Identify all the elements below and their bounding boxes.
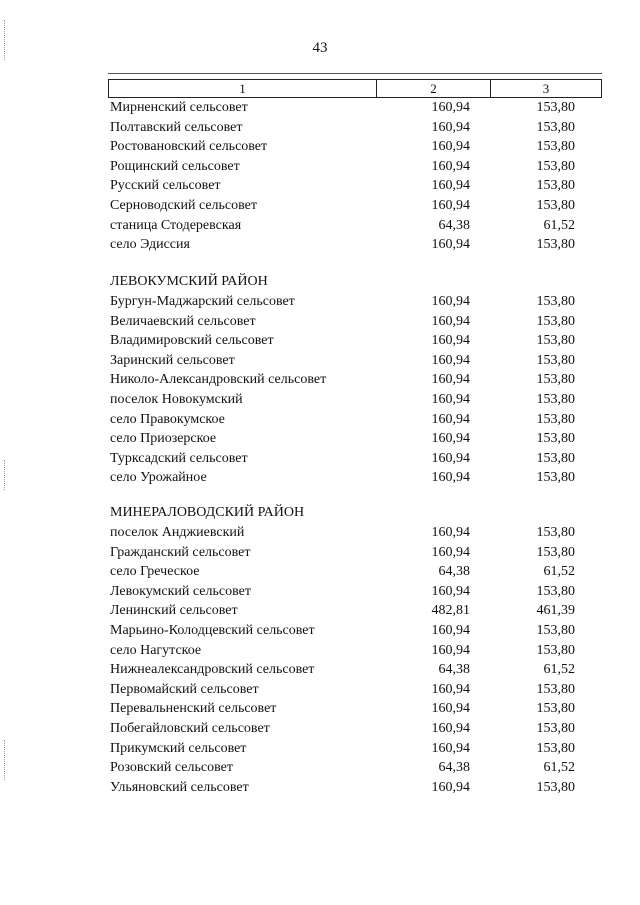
table-row (0, 118, 640, 138)
settlement-name: Левокумский сельсовет (110, 583, 251, 599)
value-col3: 61,52 (543, 217, 575, 233)
table-row (0, 523, 640, 543)
value-col2: 160,94 (431, 525, 470, 540)
table-row (0, 390, 640, 410)
table-row (0, 680, 640, 700)
value-col3: 153,80 (536, 119, 575, 135)
table-row (0, 739, 640, 759)
table-row (0, 582, 640, 602)
value-col2: 160,94 (431, 237, 470, 253)
settlement-name: Заринский сельсовет (110, 352, 235, 368)
district-heading: ЛЕВОКУМСКИЙ РАЙОН (110, 274, 268, 289)
value-col2: 160,94 (431, 450, 470, 466)
value-col2: 160,94 (431, 100, 470, 115)
value-col3: 153,80 (536, 158, 575, 174)
value-col3: 153,80 (536, 352, 575, 368)
value-col3: 153,80 (536, 139, 575, 155)
settlement-name: Ростовановский сельсовет (110, 139, 268, 155)
table-row (0, 410, 640, 430)
table-row (0, 235, 640, 255)
table-row (0, 216, 640, 236)
value-col2: 160,94 (431, 313, 470, 329)
settlement-name: Серноводский сельсовет (110, 198, 257, 213)
table-row (0, 176, 640, 196)
settlement-name: Ленинский сельсовет (110, 603, 238, 619)
table-row (0, 468, 640, 488)
table-row (0, 758, 640, 778)
table-row (0, 719, 640, 739)
value-col2: 160,94 (431, 740, 470, 756)
value-col2: 160,94 (431, 681, 470, 697)
value-col3: 153,80 (536, 740, 575, 756)
value-col3: 153,80 (536, 392, 575, 407)
value-col3: 153,80 (536, 525, 575, 540)
table-row (0, 370, 640, 390)
settlement-name: Николо-Александровский сельсовет (110, 372, 327, 388)
value-col3: 153,80 (536, 178, 575, 194)
value-col3: 153,80 (536, 294, 575, 309)
value-col3: 153,80 (536, 100, 575, 115)
value-col2: 64,38 (438, 564, 470, 580)
value-col2: 160,94 (431, 701, 470, 717)
settlement-name: Турксадский сельсовет (110, 450, 248, 466)
value-col3: 153,80 (536, 583, 575, 599)
settlement-name: Мирненский сельсовет (110, 100, 248, 115)
column-header-3: 3 (490, 79, 602, 98)
table-row (0, 137, 640, 157)
value-col2: 160,94 (431, 583, 470, 599)
value-col2: 160,94 (431, 623, 470, 638)
value-col2: 160,94 (431, 372, 470, 388)
settlement-name: Ульяновский сельсовет (110, 779, 249, 795)
table-row (0, 562, 640, 582)
value-col2: 160,94 (431, 470, 470, 486)
settlement-name: Полтавский сельсовет (110, 119, 243, 135)
settlement-name: Марьино-Колодцевский сельсовет (110, 623, 315, 638)
value-col3: 61,52 (543, 662, 575, 678)
table-row (0, 778, 640, 798)
table-row (0, 660, 640, 680)
settlement-name: поселок Анджиевский (110, 525, 245, 540)
settlement-name: Нижнеалександровский сельсовет (110, 662, 315, 678)
table-row (0, 196, 640, 216)
table-row (0, 699, 640, 719)
table-row (0, 351, 640, 371)
settlement-name: Рощинский сельсовет (110, 158, 240, 174)
value-col2: 160,94 (431, 178, 470, 194)
settlement-name: Русский сельсовет (110, 178, 221, 194)
table-row (0, 331, 640, 351)
value-col3: 153,80 (536, 198, 575, 213)
settlement-name: село Греческое (110, 564, 200, 580)
value-col3: 153,80 (536, 237, 575, 253)
settlement-name: поселок Новокумский (110, 392, 243, 407)
settlement-name: Бургун-Маджарский сельсовет (110, 294, 295, 309)
value-col2: 160,94 (431, 392, 470, 407)
table-row (0, 621, 640, 641)
settlement-name: Прикумский сельсовет (110, 740, 247, 756)
value-col2: 64,38 (438, 760, 470, 776)
settlement-name: село Эдиссия (110, 237, 190, 253)
value-col2: 160,94 (431, 119, 470, 135)
value-col3: 153,80 (536, 721, 575, 736)
value-col2: 482,81 (431, 603, 470, 619)
table-row (0, 641, 640, 661)
settlement-name: село Урожайное (110, 470, 207, 486)
value-col2: 160,94 (431, 779, 470, 795)
table-row (0, 292, 640, 312)
value-col3: 153,80 (536, 544, 575, 560)
settlement-name: Величаевский сельсовет (110, 313, 256, 329)
value-col3: 153,80 (536, 779, 575, 795)
value-col2: 160,94 (431, 294, 470, 309)
settlement-name: Побегайловский сельсовет (110, 721, 270, 736)
value-col3: 153,80 (536, 470, 575, 486)
settlement-name: Гражданский сельсовет (110, 544, 251, 560)
value-col3: 153,80 (536, 313, 575, 329)
table-row (0, 601, 640, 621)
settlement-name: Перевальненский сельсовет (110, 701, 277, 717)
value-col3: 461,39 (536, 603, 575, 619)
value-col2: 160,94 (431, 158, 470, 174)
table-top-rule (108, 73, 602, 74)
column-header-2: 2 (376, 79, 491, 98)
value-col2: 64,38 (438, 662, 470, 678)
settlement-name: село Приозерское (110, 431, 217, 447)
value-col2: 160,94 (431, 544, 470, 560)
value-col2: 160,94 (431, 352, 470, 368)
table-row (0, 157, 640, 177)
value-col3: 153,80 (536, 681, 575, 697)
value-col3: 153,80 (536, 642, 575, 658)
district-heading: МИНЕРАЛОВОДСКИЙ РАЙОН (110, 505, 305, 520)
page-number: 43 (312, 40, 328, 56)
value-col3: 153,80 (536, 701, 575, 717)
value-col2: 160,94 (431, 198, 470, 213)
table-row (0, 312, 640, 332)
value-col2: 160,94 (431, 721, 470, 736)
value-col3: 153,80 (536, 450, 575, 466)
value-col3: 153,80 (536, 333, 575, 349)
settlement-name: Розовский сельсовет (110, 760, 233, 776)
table-row (0, 449, 640, 469)
value-col2: 64,38 (438, 217, 470, 233)
column-header-1: 1 (108, 79, 377, 98)
table-row (0, 429, 640, 449)
value-col3: 153,80 (536, 623, 575, 638)
settlement-name: село Нагутское (110, 642, 202, 658)
settlement-name: село Правокумское (110, 411, 225, 427)
value-col2: 160,94 (431, 411, 470, 427)
settlement-name: Владимировский сельсовет (110, 333, 274, 349)
value-col3: 61,52 (543, 564, 575, 580)
value-col3: 153,80 (536, 372, 575, 388)
settlement-name: станица Стодеревская (110, 217, 242, 233)
settlement-name: Первомайский сельсовет (110, 681, 259, 697)
table-row (0, 98, 640, 118)
value-col2: 160,94 (431, 431, 470, 447)
table-row (0, 543, 640, 563)
value-col2: 160,94 (431, 139, 470, 155)
value-col3: 153,80 (536, 431, 575, 447)
value-col3: 61,52 (543, 760, 575, 776)
value-col2: 160,94 (431, 333, 470, 349)
value-col3: 153,80 (536, 411, 575, 427)
value-col2: 160,94 (431, 642, 470, 658)
